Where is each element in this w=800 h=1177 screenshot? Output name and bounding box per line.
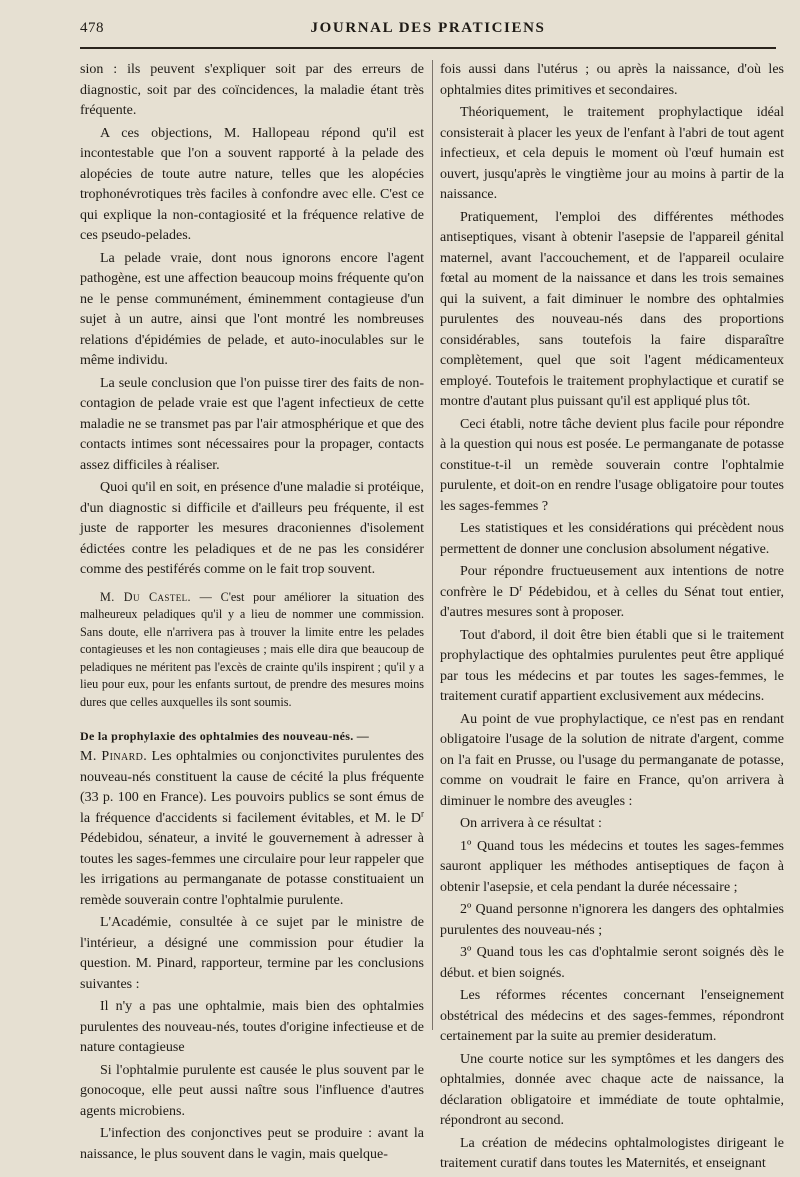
paragraph: Les réformes récentes concernant l'enseignement obstétrical des médecins et des sages-femmes, répondront certainement par la suite au premier desideratum. (440, 988, 784, 1044)
superscript: r (421, 808, 424, 818)
section-text-continued: Pédebidou, sénateur, a invité le gouvernement à adresser à toutes les sages-femmes une circulaire pour leur rappeler que les irrigations au permanganate de potasse constituaient un remède souverain contre l'ophtalmie purulente. (80, 831, 424, 908)
paragraph: Il n'y a pas une ophtalmie, mais bien des ophtalmies purulentes des nouveau-nés, toutes d'origine infectieuse et de nature contagieuse (80, 999, 424, 1056)
running-title: JOURNAL DES PRATICIENS (310, 20, 546, 36)
left-column (80, 60, 424, 1167)
paragraph: La pelade vraie, dont nous ignorons encore l'agent pathogène, est une affection beaucoup moins fréquente qu'on ne le pense communément, éminemment contagieuse d'un sujet à un autre, ainsi que l'ont montré les nombreuses relations d'épidémies de pelade, et auto-inoculables sur le même individu. (80, 250, 424, 368)
list-item: 3º Quand tous les cas d'ophtalmie seront soignés dès le début. et bien soignés. (440, 945, 784, 981)
paragraph: Les statistiques et les considérations qui précèdent nous permettent de donner une conclusion absolument négative. (440, 521, 784, 557)
speaker-name: M. Du Castel. (100, 589, 191, 604)
paragraph-text-continued: Pédebidou, et à celles du Sénat tout entier, d'autres mesures sont à proposer. (440, 584, 785, 620)
discussion-paragraph (80, 589, 424, 712)
paragraph: L'Académie, consultée à ce sujet par le ministre de l'intérieur, a désigné une commission pour étudier la question. M. Pinard, rapporteur, termine par les conclusions suivantes : (80, 915, 424, 992)
column-divider (432, 60, 433, 1030)
paragraph: sion : ils peuvent s'expliquer soit par des erreurs de diagnostic, soit par des coïncidences, la maladie étant très fréquente. (80, 62, 424, 118)
discussion-text: — C'est pour améliorer la situation des malheureux peladiques qu'il y a lieu de nommer une commission. Sans doute, elle n'arrivera pas à trouver la limite entre les pelades contagieuses et les non contagieuses ; mais elle dira que beaucoup de peladiques ne méritent pas l'excès de crainte qu'ils inspirent ; qu'il y a lieu pour eux, pour les enfants surtout, de prendre des mesures moins dures que celles auxquelles ils sont soumis. (80, 589, 424, 710)
paragraph: L'infection des conjonctives peut se produire : avant la naissance, le plus souvent dans le vagin, mais quelque- (80, 1126, 424, 1162)
paragraph: Tout d'abord, il doit être bien établi que si le traitement prophylactique des ophtalmies purulentes peut être appliqué par tous les médecins et par toutes les sages-femmes, le traitement curatif appartient exclusivement aux médecins. (440, 627, 784, 704)
paragraph: Une courte notice sur les symptômes et les dangers des ophtalmies, donnée avec chaque acte de naissance, la déclaration obligatoire et immédiate de toute ophtalmie, répondront au second. (440, 1051, 784, 1128)
paragraph: Pratiquement, l'emploi des différentes méthodes antiseptiques, visant à obtenir l'asepsie de l'appareil génital maternel, avant l'accouchement, et de l'appareil oculaire fœtal au moment de la naissance et dans les trois semaines qui la suivent, a fait diminuer le nombre des ophtalmies purulentes des nouveau-nés dans des proportions considérables, sans toutefois la faire disparaître complètement, quel que soit l'agent médicamenteux employé. Toutefois le traitement prophylactique et curatif se montre d'autant plus puissant qu'il est appliqué plus tôt. (440, 209, 784, 409)
section-heading: De la prophylaxie des ophtalmies des nouveau-nés. — (80, 728, 370, 743)
superscript: r (519, 581, 523, 592)
paragraph: fois aussi dans l'utérus ; ou après la naissance, d'où les ophtalmies dites primitives et secondaires. (440, 62, 784, 98)
paragraph: La seule conclusion que l'on puisse tirer des faits de non-contagion de pelade vraie est que l'agent infectieux de cette maladie ne se transmet pas par l'air atmosphérique et que des contacts intimes sont nécessaires pour la propager, contacts assez difficiles à réaliser. (80, 375, 424, 473)
list-item: 2º Quand personne n'ignorera les dangers des ophtalmies purulentes des nouveau-nés ; (440, 902, 784, 938)
page-number: 478 (80, 20, 104, 36)
speaker-name: M. Pinard. (80, 749, 148, 765)
section-paragraph (80, 726, 424, 912)
paragraph: Ceci établi, notre tâche devient plus facile pour répondre à la question qui nous est posée. Le permanganate de potasse constitue-t-il un remède souverain contre l'ophtalmie purulente, et doit-on en rendre l'usage obligatoire pour toutes les sages-femmes ? (440, 416, 784, 514)
paragraph: Si l'ophtalmie purulente est causée le plus souvent par le gonocoque, elle peut aussi naître sous l'influence d'autres agents microbiens. (80, 1062, 424, 1119)
right-column (440, 60, 784, 1177)
paragraph: Quoi qu'il en soit, en présence d'une maladie si protéique, d'un diagnostic si difficile et d'ailleurs peu fréquente, il est juste de rapporter les mesures draconiennes d'isolement édictées contre les peladiques et de ne pas les considérer comme des pestiférés comme on le fait trop souvent. (80, 480, 424, 577)
paragraph: Au point de vue prophylactique, ce n'est pas en rendant obligatoire l'usage de la solution de nitrate d'argent, comme on l'a fait en Prusse, ou l'usage du permanganate de potasse, comme on voudrait le faire en France, qu'on arrivera à diminuer le nombre des aveugles : (440, 711, 784, 809)
section-text: Les ophtalmies ou conjonctivites purulentes des nouveau-nés constituent la cause de cécité la plus fréquente (33 p. 100 en France). Les pouvoirs publics se sont émus de la fréquence d'accidents si facilement évitables, et M. le D (80, 749, 425, 826)
list-item: 1º Quand tous les médecins et toutes les sages-femmes sauront appliquer les méthodes antiseptiques de façon à obtenir l'asepsie, et cela pendant la durée nécessaire ; (440, 838, 784, 895)
page-header (80, 20, 776, 44)
paragraph: Théoriquement, le traitement prophylactique idéal consisterait à placer les yeux de l'enfant à l'abri de tout agent infectieux, et cela depuis le moment où l'œuf humain est ouvert, jusqu'après le vingtième jour au moins à partir de la naissance. (440, 105, 784, 202)
paragraph-text: Pour répondre fructueusement aux intentions de notre confrère le D (440, 564, 784, 600)
header-rule (80, 47, 776, 49)
paragraph: On arrivera à ce résultat : (460, 816, 602, 831)
paragraph: A ces objections, M. Hallopeau répond qu'il est incontestable que l'on a souvent rapporté à la pelade des alopécies de toute autre nature, telles que les alopécies trophonévrotiques très faciles à confondre avec elle. C'est ce qui explique la non-contagiosité et la fréquence relative de ces pseudo-pelades. (80, 125, 424, 243)
paragraph (440, 562, 784, 624)
paragraph: La création de médecins ophtalmologistes dirigeant le traitement curatif dans toutes les Maternités, et enseignant (440, 1135, 784, 1171)
